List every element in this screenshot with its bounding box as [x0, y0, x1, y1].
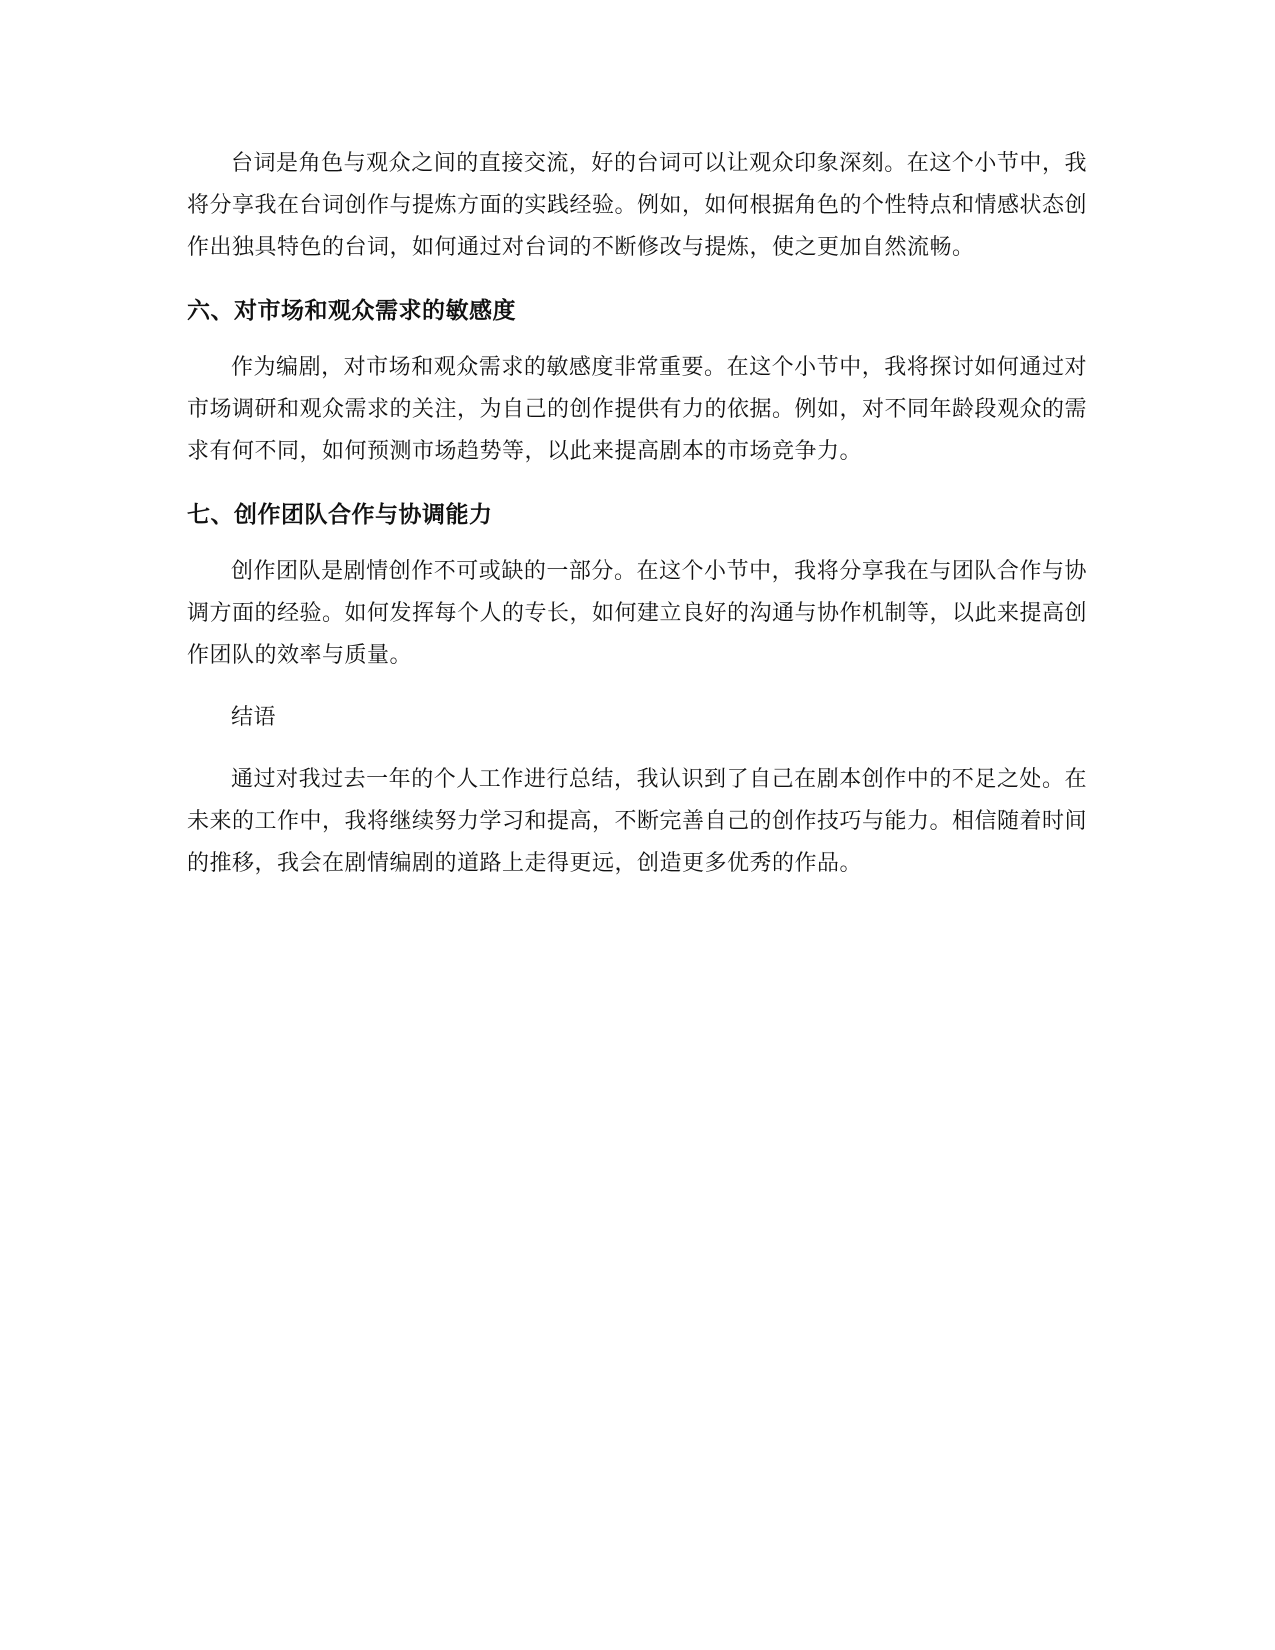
- paragraph-conclusion: 通过对我过去一年的个人工作进行总结，我认识到了自己在剧本创作中的不足之处。在未来的工作中，我将继续努力学习和提高，不断完善自己的创作技巧与能力。相信随着时间的推移，我会在剧情编剧的道路上走得更远，创造更多优秀的作品。: [187, 767, 1088, 876]
- document-body: [187, 143, 1087, 885]
- paragraph-market: 作为编剧，对市场和观众需求的敏感度非常重要。在这个小节中，我将探讨如何通过对市场调研和观众需求的关注，为自己的创作提供有力的依据。例如，对不同年龄段观众的需求有何不同，如何预测市场趋势等，以此来提高剧本的市场竞争力。: [187, 355, 1088, 464]
- conclusion-label: 结语: [231, 705, 277, 730]
- section-heading-6: 六、对市场和观众需求的敏感度: [187, 298, 516, 324]
- paragraph-team: 创作团队是剧情创作不可或缺的一部分。在这个小节中，我将分享我在与团队合作与协调方面的经验。如何发挥每个人的专长，如何建立良好的沟通与协作机制等，以此来提高创作团队的效率与质量。: [187, 559, 1088, 668]
- paragraph-dialogue: 台词是角色与观众之间的直接交流，好的台词可以让观众印象深刻。在这个小节中，我将分享我在台词创作与提炼方面的实践经验。例如，如何根据角色的个性特点和情感状态创作出独具特色的台词，如何通过对台词的不断修改与提炼，使之更加自然流畅。: [187, 151, 1088, 260]
- section-heading-7: 七、创作团队合作与协调能力: [187, 502, 493, 528]
